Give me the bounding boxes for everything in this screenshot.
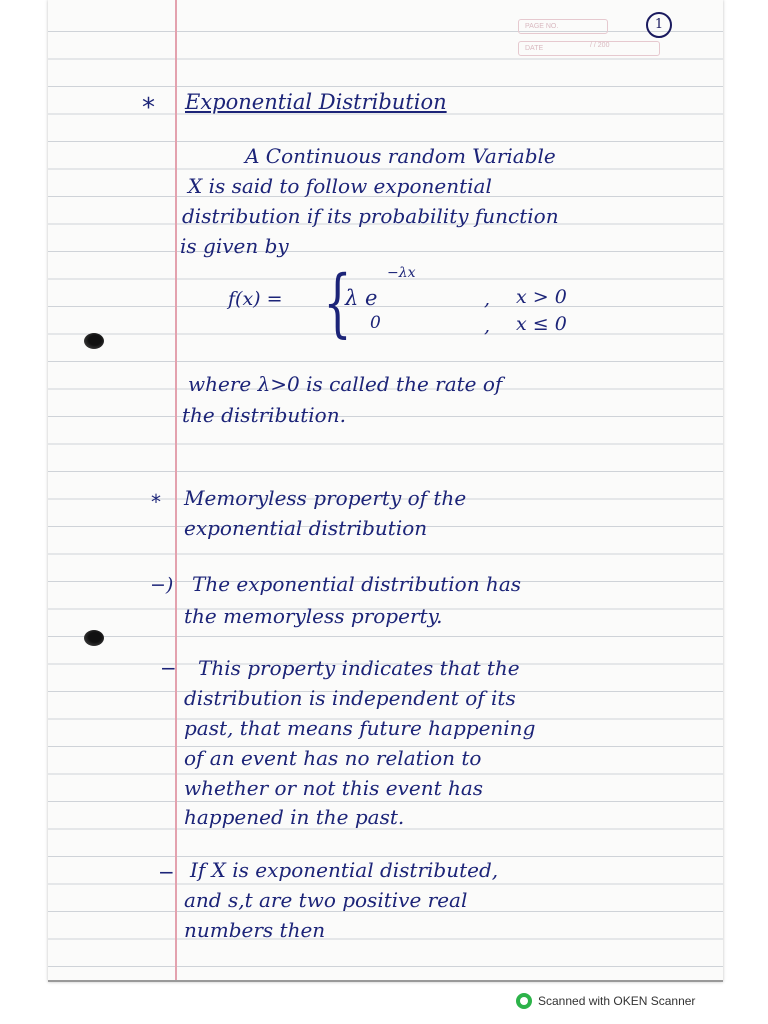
point2-marker: − bbox=[160, 656, 177, 680]
pdf-lhs: f(x) = bbox=[228, 288, 283, 310]
pdf-case1-exponent: −λx bbox=[387, 265, 416, 281]
punch-hole-top bbox=[84, 333, 104, 349]
date-placeholder: / / 200 bbox=[590, 42, 610, 49]
point2-line-3: past, that means future happening bbox=[184, 716, 536, 740]
point2-line-6: happened in the past. bbox=[184, 805, 405, 829]
date-field bbox=[518, 41, 660, 56]
point2-line-5: whether or not this event has bbox=[184, 776, 484, 800]
point1-marker: −) bbox=[150, 574, 174, 596]
point2-line-2: distribution is independent of its bbox=[184, 686, 516, 710]
page-bottom-edge bbox=[48, 980, 723, 982]
point3-marker: − bbox=[158, 860, 175, 884]
punch-hole-bottom bbox=[84, 630, 104, 646]
memoryless-heading-line-2: exponential distribution bbox=[184, 516, 428, 540]
date-label: DATE bbox=[525, 45, 544, 52]
point1-line-1: The exponential distribution has bbox=[192, 572, 522, 596]
definition-line-2: X is said to follow exponential bbox=[188, 174, 492, 198]
scanner-footer bbox=[516, 993, 695, 1009]
heading-star: * bbox=[142, 93, 155, 123]
pdf-case2-condition: x ≤ 0 bbox=[516, 313, 567, 335]
scanner-footer-text: Scanned with OKEN Scanner bbox=[538, 994, 696, 1008]
point3-line-1: If X is exponential distributed, bbox=[190, 858, 499, 882]
point2-line-1: This property indicates that the bbox=[198, 656, 520, 680]
definition-line-3: distribution if its probability function bbox=[182, 204, 559, 228]
memoryless-star: * bbox=[151, 490, 161, 514]
oken-logo-icon bbox=[516, 993, 532, 1009]
point3-line-2: and s,t are two positive real bbox=[184, 888, 468, 912]
pdf-brace: { bbox=[323, 260, 352, 346]
where-line-2: the distribution. bbox=[182, 403, 346, 427]
page-no-field bbox=[518, 19, 608, 34]
page-header-box bbox=[518, 19, 660, 61]
page-no-label: PAGE NO. bbox=[525, 23, 559, 30]
pdf-case2-value: 0 bbox=[370, 313, 381, 333]
definition-line-4: is given by bbox=[180, 234, 289, 258]
point2-line-4: of an event has no relation to bbox=[184, 746, 482, 770]
point1-line-2: the memoryless property. bbox=[184, 604, 443, 628]
pdf-case2-comma: , bbox=[484, 315, 491, 337]
definition-line-1: A Continuous random Variable bbox=[245, 144, 556, 168]
page-number-circle: 1 bbox=[646, 12, 672, 38]
memoryless-heading-line-1: Memoryless property of the bbox=[184, 486, 467, 510]
point3-line-3: numbers then bbox=[184, 918, 326, 942]
heading-title: Exponential Distribution bbox=[185, 90, 447, 114]
where-line-1: where λ>0 is called the rate of bbox=[188, 372, 503, 396]
pdf-case1-value: λ e bbox=[345, 286, 378, 310]
pdf-case1-condition: x > 0 bbox=[516, 286, 567, 308]
pdf-case1-comma: , bbox=[484, 288, 491, 310]
